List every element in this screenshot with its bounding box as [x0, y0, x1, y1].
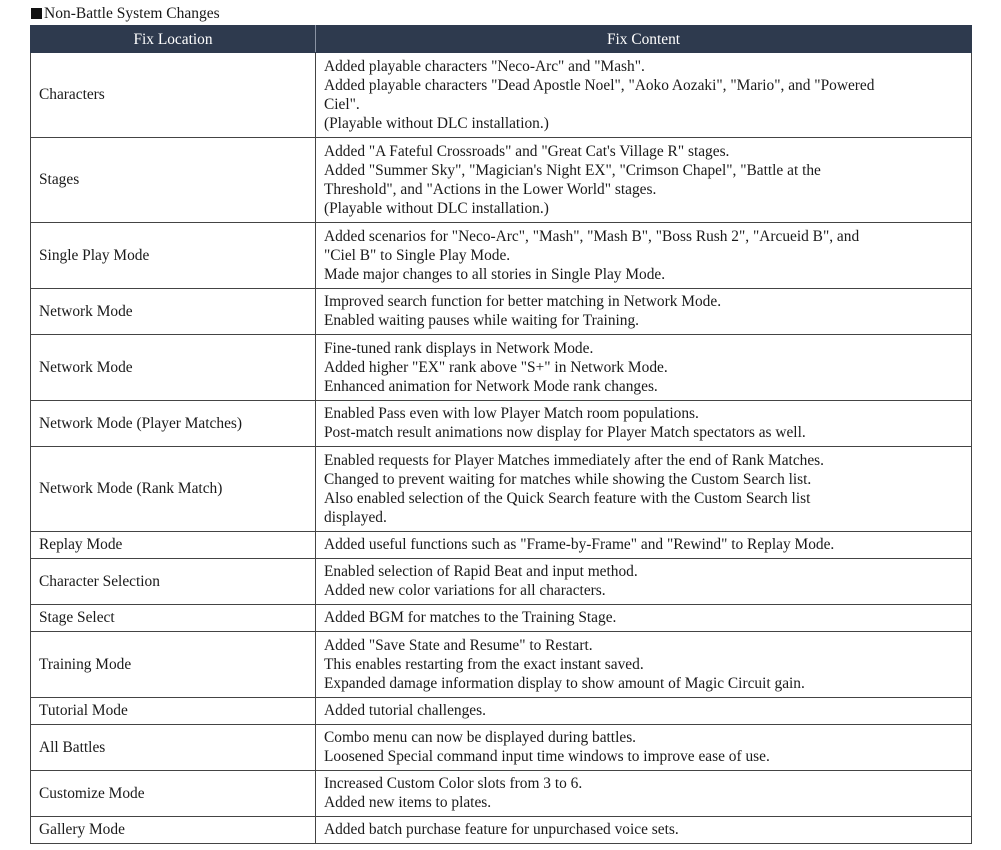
fix-content-cell: [316, 632, 972, 698]
fix-content-line: (Playable without DLC installation.): [324, 114, 549, 132]
fix-content-cell: [316, 53, 972, 138]
fix-location-cell: Stages: [31, 138, 316, 223]
fix-content-cell: [316, 559, 972, 605]
fix-content-line: Increased Custom Color slots from 3 to 6.: [324, 775, 583, 792]
fix-content-line: Added playable characters "Neco-Arc" and "Mash".: [324, 57, 645, 75]
fix-content-line: Added tutorial challenges.: [324, 702, 486, 719]
table-row: [31, 289, 972, 335]
fix-content-line: Changed to prevent waiting for matches while showing the Custom Search list.: [324, 470, 812, 488]
fix-content-line: Added scenarios for "Neco-Arc", "Mash", "Mash B", "Boss Rush 2", "Arcueid B", and: [324, 227, 860, 245]
fix-content-cell: [316, 605, 972, 632]
fix-content-cell: [316, 289, 972, 335]
fix-content-cell: [316, 698, 972, 725]
table-row: [31, 138, 972, 223]
fix-location-cell: Network Mode: [31, 289, 316, 335]
fix-location-cell: All Battles: [31, 725, 316, 771]
table-body: [31, 53, 972, 844]
fix-content-line: (Playable without DLC installation.): [324, 199, 549, 217]
fix-content-cell: [316, 447, 972, 532]
table-row: [31, 559, 972, 605]
fix-content-line: Added playable characters "Dead Apostle Noel", "Aoko Aozaki", "Mario", and "Powered: [324, 76, 875, 94]
fix-content-cell: [316, 725, 972, 771]
fix-content-line: Enabled requests for Player Matches immediately after the end of Rank Matches.: [324, 451, 825, 469]
fix-content-cell: [316, 532, 972, 559]
table-row: [31, 223, 972, 289]
fix-content-cell: [316, 223, 972, 289]
fix-content-line: Added higher "EX" rank above "S+" in Network Mode.: [324, 358, 668, 376]
fix-content-line: Improved search function for better matching in Network Mode.: [324, 293, 722, 310]
fix-location-cell: Network Mode: [31, 335, 316, 401]
table-row: [31, 335, 972, 401]
fix-location-cell: Tutorial Mode: [31, 698, 316, 725]
fix-location-cell: Customize Mode: [31, 771, 316, 817]
fix-content-line: Enhanced animation for Network Mode rank changes.: [324, 377, 658, 395]
fix-content-line: Enabled selection of Rapid Beat and input method.: [324, 563, 638, 580]
section-title: [31, 3, 220, 25]
header-fix-content: Fix Content: [316, 26, 972, 53]
fix-content-line: This enables restarting from the exact instant saved.: [324, 655, 644, 673]
table-row: [31, 401, 972, 447]
fix-location-cell: Network Mode (Player Matches): [31, 401, 316, 447]
fix-content-cell: [316, 335, 972, 401]
fix-location-cell: Stage Select: [31, 605, 316, 632]
fix-content-line: Enabled Pass even with low Player Match room populations.: [324, 405, 699, 422]
table-row: [31, 698, 972, 725]
fix-content-line: Post-match result animations now display for Player Match spectators as well.: [324, 424, 806, 441]
fix-location-cell: Characters: [31, 53, 316, 138]
fix-content-line: "Ciel B" to Single Play Mode.: [324, 246, 511, 264]
fix-content-line: Added "A Fateful Crossroads" and "Great Cat's Village R" stages.: [324, 142, 730, 160]
square-bullet-icon: [31, 8, 42, 19]
fix-location-cell: Gallery Mode: [31, 817, 316, 844]
table-row: [31, 771, 972, 817]
table-row: [31, 632, 972, 698]
fix-content-line: Also enabled selection of the Quick Search feature with the Custom Search list: [324, 489, 811, 507]
fix-content-line: Added new items to plates.: [324, 794, 492, 811]
fix-location-cell: Character Selection: [31, 559, 316, 605]
table-row: [31, 725, 972, 771]
fix-content-line: Added "Save State and Resume" to Restart.: [324, 636, 593, 654]
fix-location-cell: Training Mode: [31, 632, 316, 698]
fix-content-line: Loosened Special command input time windows to improve ease of use.: [324, 748, 770, 765]
fix-content-line: Fine-tuned rank displays in Network Mode.: [324, 339, 594, 357]
fix-content-line: Added "Summer Sky", "Magician's Night EX", "Crimson Chapel", "Battle at the: [324, 161, 821, 179]
table-row: [31, 447, 972, 532]
fix-content-line: Enabled waiting pauses while waiting for Training.: [324, 312, 640, 329]
section-title-text: Non-Battle System Changes: [44, 5, 220, 22]
fix-content-line: Threshold", and "Actions in the Lower World" stages.: [324, 180, 657, 198]
fix-content-line: Combo menu can now be displayed during battles.: [324, 729, 637, 746]
fix-content-line: Added new color variations for all characters.: [324, 582, 606, 599]
fix-content-cell: [316, 401, 972, 447]
table-row: [31, 532, 972, 559]
fix-content-line: displayed.: [324, 508, 387, 526]
fix-location-cell: Network Mode (Rank Match): [31, 447, 316, 532]
changes-table: [30, 25, 972, 844]
fix-content-line: Added useful functions such as "Frame-by-Frame" and "Rewind" to Replay Mode.: [324, 536, 835, 553]
table-row: [31, 605, 972, 632]
table-row: [31, 817, 972, 844]
fix-location-cell: Single Play Mode: [31, 223, 316, 289]
fix-location-cell: Replay Mode: [31, 532, 316, 559]
fix-content-line: Ciel".: [324, 95, 360, 113]
fix-content-line: Made major changes to all stories in Single Play Mode.: [324, 265, 666, 283]
header-fix-location: Fix Location: [31, 26, 316, 53]
fix-content-cell: [316, 817, 972, 844]
table-row: [31, 53, 972, 138]
fix-content-line: Expanded damage information display to show amount of Magic Circuit gain.: [324, 674, 805, 692]
fix-content-line: Added batch purchase feature for unpurchased voice sets.: [324, 821, 679, 838]
table-header-row: [31, 26, 972, 53]
fix-content-cell: [316, 771, 972, 817]
fix-content-line: Added BGM for matches to the Training Stage.: [324, 609, 617, 626]
fix-content-cell: [316, 138, 972, 223]
